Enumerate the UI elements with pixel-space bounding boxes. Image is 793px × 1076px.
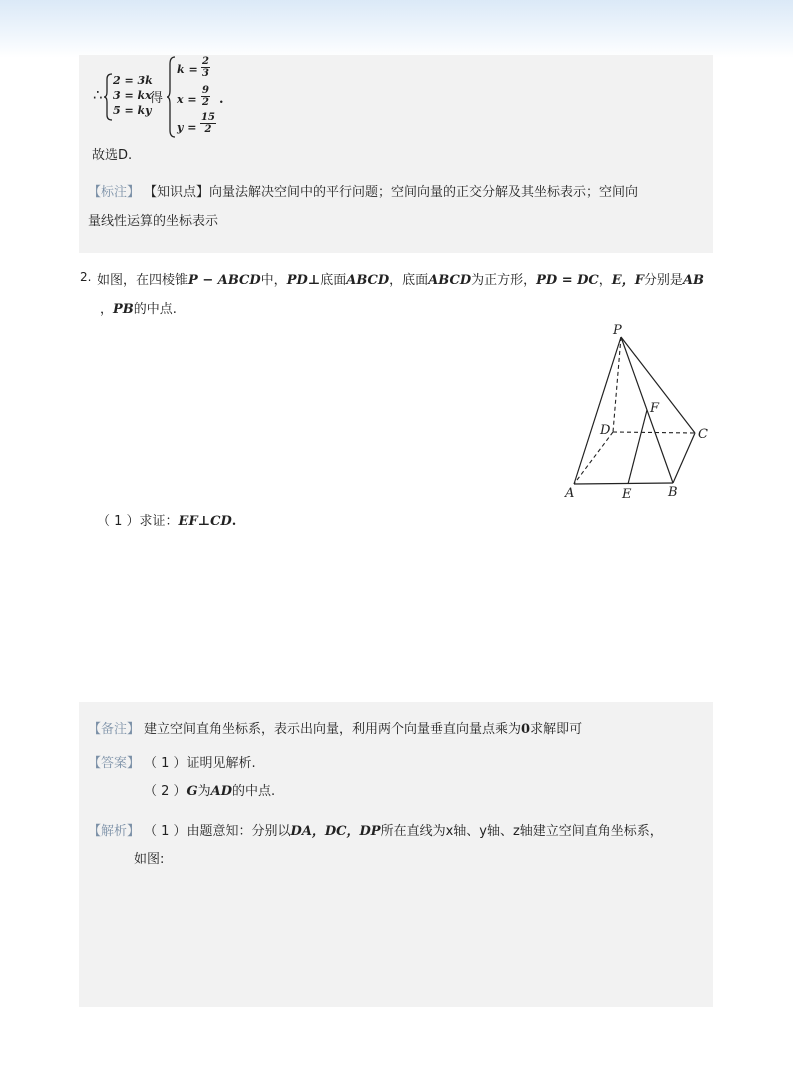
problem-statement-line1: 如图，在四棱锥P − ABCD中，PD⊥底面ABCD，底面ABCD为正方形，PD = DC，E，F分别是AB	[97, 273, 705, 288]
remark-text: 建立空间直角坐标系，表示出向量，利用两个向量垂直向量点乘为0求解即可	[144, 722, 583, 737]
frac-k: $\frac{2}{3}$	[202, 56, 209, 79]
problem-number: 2.	[80, 270, 92, 284]
answer-2: （ 2 ）G为AD的中点.	[144, 784, 276, 799]
label-A: A	[565, 486, 575, 501]
edge-DA	[574, 432, 613, 484]
label-D: D	[600, 423, 611, 438]
frac-y: $\frac{15}{2}$	[201, 112, 215, 135]
label-C: C	[698, 427, 708, 442]
question-1: （ 1 ）求证：EF⊥CD.	[97, 514, 237, 529]
analysis-text: （ 1 ）由题意知：分别以DA，DC，DP所在直线为x轴、y轴、z轴建立空间直角坐标系，	[144, 824, 663, 839]
header-band	[0, 0, 793, 58]
note-tag: 【标注】	[88, 185, 141, 200]
edge-PA	[574, 337, 621, 484]
pyramid-figure	[560, 320, 720, 505]
label-F: F	[650, 401, 660, 416]
edge-AB	[574, 483, 673, 484]
left-brace-icon	[166, 56, 176, 138]
label-P: P	[613, 323, 622, 338]
edge-BC	[673, 433, 695, 483]
sol-k: k =	[177, 63, 198, 76]
therefore-symbol: ∴	[93, 86, 103, 104]
frac-x: $\frac{9}{2}$	[202, 85, 209, 108]
system-eq-1: 2 = 3k	[113, 74, 153, 87]
note-text-line2: 量线性运算的坐标表示	[88, 214, 219, 229]
label-E: E	[622, 487, 632, 502]
system-eq-2: 3 = kx	[113, 89, 152, 102]
choose-answer: 故选D.	[92, 148, 133, 163]
edge-PC	[621, 337, 695, 433]
left-brace-icon	[103, 73, 113, 121]
analysis-line2: 如图:	[134, 852, 165, 867]
edge-DC	[613, 432, 695, 433]
remark-tag: 【备注】	[88, 722, 141, 737]
answer-tag: 【答案】	[88, 756, 141, 771]
problem-statement-line2: ，PB的中点.	[100, 302, 177, 317]
segment-EF	[628, 410, 647, 484]
sol-y: y =	[177, 121, 197, 134]
answer-box	[79, 702, 713, 1007]
label-B: B	[668, 485, 678, 500]
sol-x: x =	[177, 93, 197, 106]
answer-1: （ 1 ）证明见解析.	[144, 756, 256, 771]
system-eq-3: 5 = ky	[113, 104, 152, 117]
analysis-tag: 【解析】	[88, 824, 141, 839]
note-text-line1: 【知识点】向量法解决空间中的平行问题；空间向量的正交分解及其坐标表示；空间向	[144, 185, 639, 200]
de-text: 得	[150, 91, 164, 106]
period: .	[219, 92, 224, 107]
